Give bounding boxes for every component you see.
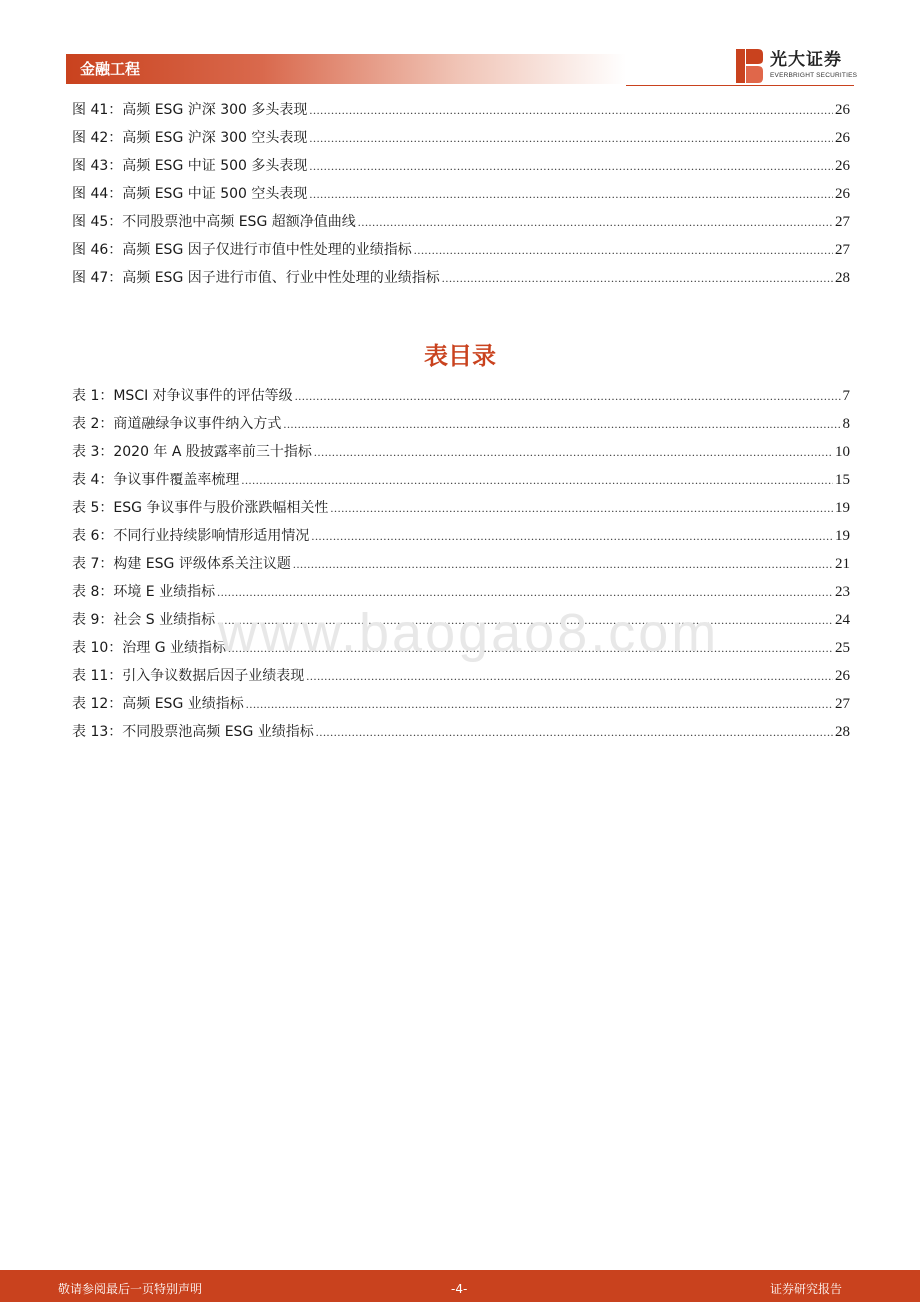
toc-entry[interactable] [72, 208, 850, 236]
toc-entry[interactable] [72, 410, 850, 438]
toc-entry-page: 28 [835, 724, 850, 740]
toc-entry[interactable] [72, 718, 850, 746]
figure-list [72, 96, 850, 292]
watermark: www.baogao8.com [218, 603, 720, 663]
header-band [66, 54, 626, 84]
company-logo [736, 49, 856, 85]
toc-entry-label: 表 11：引入争议数据后因子业绩表现 [72, 668, 305, 684]
dot-leader [295, 382, 841, 410]
toc-entry[interactable] [72, 494, 850, 522]
toc-entry-page: 26 [835, 102, 850, 118]
toc-entry-page: 26 [835, 158, 850, 174]
dot-leader [442, 264, 833, 292]
toc-entry[interactable] [72, 96, 850, 124]
dot-leader [246, 690, 833, 718]
dot-leader [283, 410, 840, 438]
toc-entry-page: 26 [835, 186, 850, 202]
logo-english-name: EVERBRIGHT SECURITIES [770, 72, 858, 79]
toc-entry-label: 表 1：MSCI 对争议事件的评估等级 [72, 388, 293, 404]
toc-entry[interactable] [72, 690, 850, 718]
toc-entry-label: 表 13：不同股票池高频 ESG 业绩指标 [72, 724, 314, 740]
everbright-logo-icon [736, 49, 764, 83]
footer-disclaimer: 敬请参阅最后一页特别声明 [58, 1282, 203, 1296]
toc-entry[interactable] [72, 236, 850, 264]
dot-leader [330, 494, 833, 522]
toc-entry[interactable] [72, 438, 850, 466]
toc-entry-label: 表 6：不同行业持续影响情形适用情况 [72, 528, 310, 544]
dot-leader [241, 466, 833, 494]
toc-entry-page: 10 [835, 444, 850, 460]
toc-entry-label: 图 44：高频 ESG 中证 500 空头表现 [72, 186, 308, 202]
toc-entry[interactable] [72, 180, 850, 208]
dot-leader [309, 124, 833, 152]
toc-entry[interactable] [72, 522, 850, 550]
toc-entry-label: 表 10：治理 G 业绩指标 [72, 640, 227, 656]
dot-leader [309, 180, 833, 208]
toc-entry-label: 图 41：高频 ESG 沪深 300 多头表现 [72, 102, 308, 118]
dot-leader [217, 578, 833, 606]
toc-entry-label: 图 46：高频 ESG 因子仅进行市值中性处理的业绩指标 [72, 242, 412, 258]
toc-entry-label: 表 9：社会 S 业绩指标 [72, 612, 216, 628]
toc-entry[interactable] [72, 578, 850, 606]
dot-leader [309, 96, 833, 124]
toc-entry-page: 7 [842, 388, 850, 404]
dot-leader [314, 438, 833, 466]
toc-entry-label: 图 43：高频 ESG 中证 500 多头表现 [72, 158, 308, 174]
toc-entry-page: 26 [835, 668, 850, 684]
toc-entry-label: 表 7：构建 ESG 评级体系关注议题 [72, 556, 291, 572]
toc-entry-page: 23 [835, 584, 850, 600]
dot-leader [414, 236, 833, 264]
section-label: 金融工程 [80, 61, 141, 78]
toc-entry-page: 19 [835, 500, 850, 516]
toc-entry-page: 24 [835, 612, 850, 628]
dot-leader [309, 152, 833, 180]
footer-bar [0, 1270, 920, 1302]
toc-entry-label: 表 5：ESG 争议事件与股价涨跌幅相关性 [72, 500, 329, 516]
toc-entry[interactable] [72, 264, 850, 292]
toc-entry-page: 27 [835, 696, 850, 712]
toc-entry-page: 21 [835, 556, 850, 572]
toc-entry[interactable] [72, 550, 850, 578]
toc-entry-label: 图 45：不同股票池中高频 ESG 超额净值曲线 [72, 214, 356, 230]
footer-report-type: 证券研究报告 [770, 1282, 843, 1296]
toc-entry-label: 表 2：商道融绿争议事件纳入方式 [72, 416, 282, 432]
toc-entry-page: 26 [835, 130, 850, 146]
toc-entry-label: 表 4：争议事件覆盖率梳理 [72, 472, 240, 488]
toc-entry-label: 表 8：环境 E 业绩指标 [72, 584, 216, 600]
toc-entry-page: 25 [835, 640, 850, 656]
footer-page-number: -4- [451, 1282, 468, 1296]
header-rule [626, 85, 854, 86]
toc-entry[interactable] [72, 124, 850, 152]
toc-entry-page: 15 [835, 472, 850, 488]
dot-leader [316, 718, 833, 746]
toc-entry[interactable] [72, 466, 850, 494]
toc-entry-page: 27 [835, 214, 850, 230]
toc-entry-page: 28 [835, 270, 850, 286]
toc-entry-page: 27 [835, 242, 850, 258]
logo-chinese-name: 光大证券 [770, 50, 842, 70]
toc-entry-label: 图 47：高频 ESG 因子进行市值、行业中性处理的业绩指标 [72, 270, 440, 286]
toc-entry-page: 8 [842, 416, 850, 432]
tables-toc-title: 表目录 [424, 342, 496, 370]
dot-leader [358, 208, 833, 236]
toc-entry[interactable] [72, 152, 850, 180]
toc-entry-label: 图 42：高频 ESG 沪深 300 空头表现 [72, 130, 308, 146]
toc-entry[interactable] [72, 662, 850, 690]
table-list [72, 382, 850, 746]
dot-leader [293, 550, 833, 578]
dot-leader [311, 522, 833, 550]
dot-leader [306, 662, 833, 690]
toc-entry[interactable] [72, 382, 850, 410]
toc-entry-page: 19 [835, 528, 850, 544]
toc-entry-label: 表 3：2020 年 A 股披露率前三十指标 [72, 444, 312, 460]
toc-entry-label: 表 12：高频 ESG 业绩指标 [72, 696, 244, 712]
